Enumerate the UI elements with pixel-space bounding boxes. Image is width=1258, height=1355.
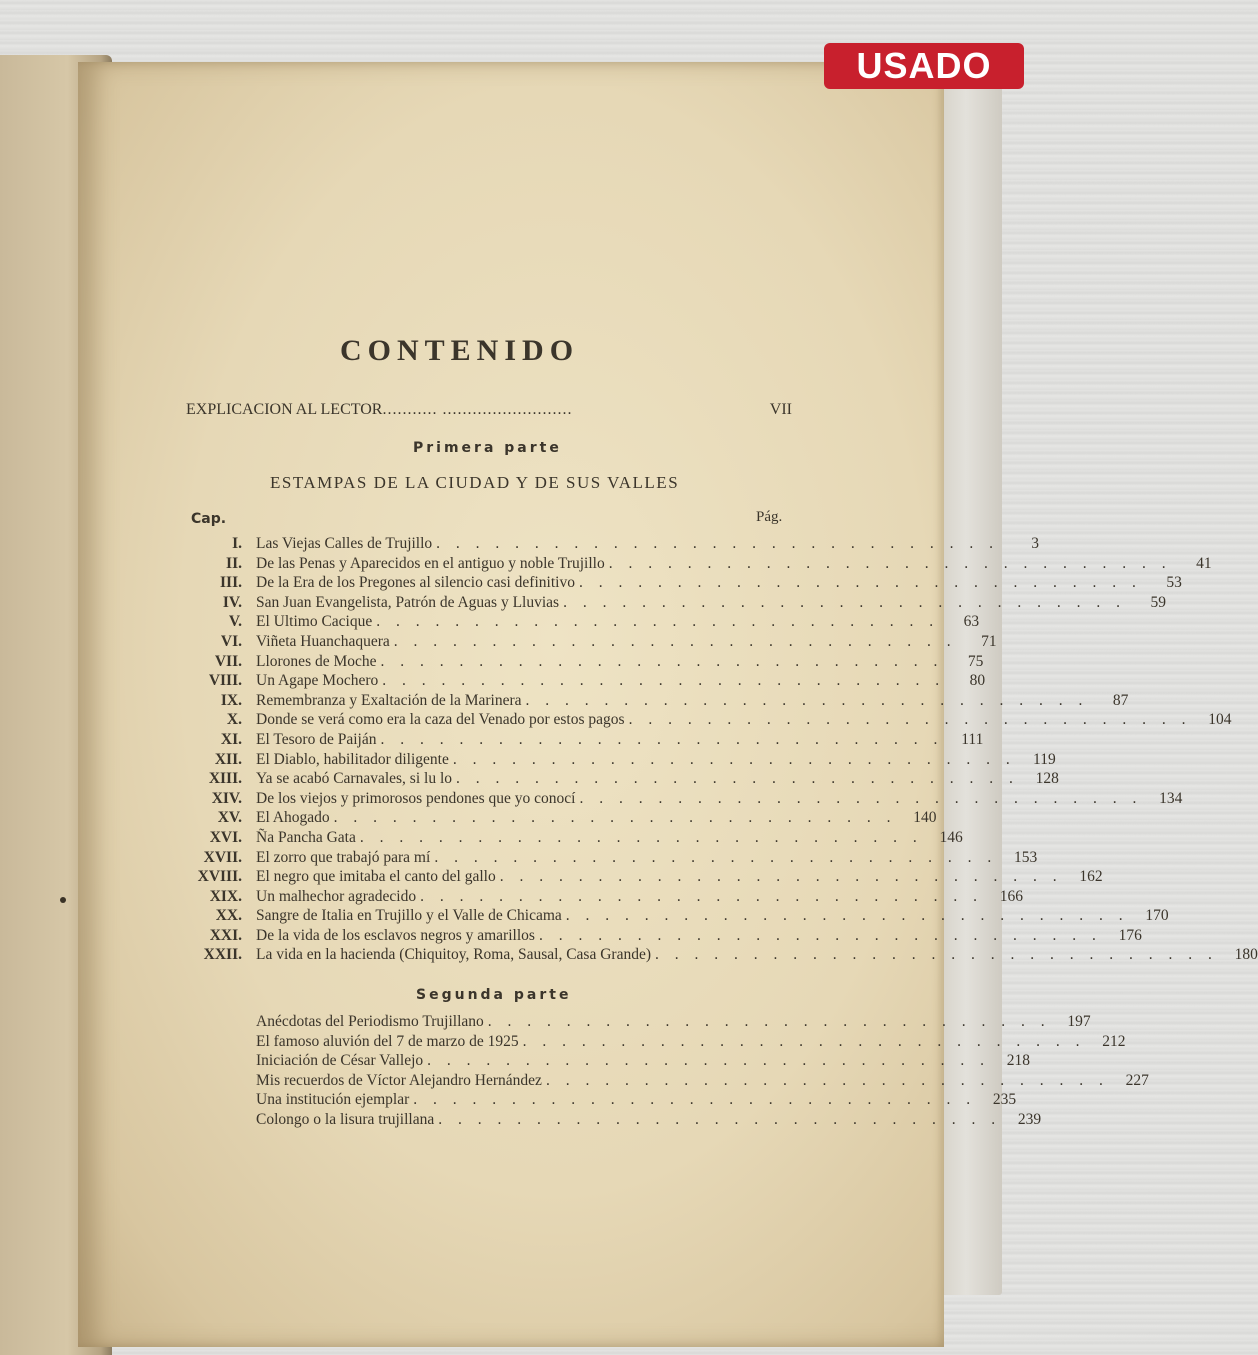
- pag-column-label: Pág.: [756, 509, 783, 525]
- toc-row: [190, 730, 984, 751]
- leader-dots: . . . . . . . . . . . . . . . . . . . . . . . . . . . . .: [420, 887, 983, 905]
- chapter-title: De la vida de los esclavos negros y amarillos: [256, 926, 535, 944]
- chapter-title: Ña Pancha Gata: [256, 828, 356, 846]
- chapter-title: San Juan Evangelista, Patrón de Aguas y Lluvias: [256, 593, 560, 611]
- toc-row: [190, 1013, 1091, 1033]
- toc-row: [190, 868, 1103, 888]
- chapter-title: El zorro que trabajó para mí: [256, 848, 431, 866]
- part-one-heading: Primera parte: [413, 440, 562, 456]
- toc-intro-label: EXPLICACION AL LECTOR: [186, 401, 383, 418]
- chapter-title: Iniciación de César Vallejo: [256, 1052, 424, 1070]
- toc-row: [190, 554, 1212, 575]
- chapter-title: Un malhechor agradecido: [256, 887, 417, 905]
- chapter-title: El Diablo, habilitador diligente: [256, 750, 449, 768]
- chapter-title: Colongo o la lisura trujillana: [256, 1110, 435, 1128]
- chapter-number: XVI.: [209, 828, 242, 846]
- leader-dots: . . . . . . . . . . . . . . . . . . . . . . . . . . . . .: [359, 828, 923, 846]
- leader-dots: . . . . . . . . . . . . . . . . . . . . . . . . . . . . .: [333, 809, 897, 827]
- binding-hole: [60, 897, 66, 903]
- chapter-title: La vida en la hacienda (Chiquitoy, Roma, Sausal, Casa Grande): [256, 946, 651, 964]
- toc-row: [190, 789, 1183, 810]
- leader-dots: . . . . . . . . . . . . . . . . . . . . . . . . . . . . .: [427, 1052, 991, 1070]
- chapter-page: 134: [1159, 789, 1183, 807]
- chapter-page: 197: [1067, 1013, 1091, 1030]
- toc-row: [190, 574, 1182, 594]
- chapter-number: XIX.: [209, 887, 242, 905]
- leader-dots: . . . . . . . . . . . . . . . . . . . . . . . . . . . . .: [376, 613, 940, 631]
- chapter-number: V.: [228, 613, 242, 631]
- leader-dots: . . . . . . . . . . . . . . . . . . . . . . . . . . . . .: [456, 770, 1019, 788]
- page-title: CONTENIDO: [340, 334, 580, 367]
- chapter-title: Donde se verá como era la caza del Venado por estos pagos: [256, 711, 625, 729]
- toc-intro-page: VII: [769, 401, 792, 418]
- chapter-number: XII.: [214, 750, 242, 768]
- chapter-number: XV.: [217, 809, 242, 827]
- toc-row: [190, 770, 1059, 790]
- chapter-page: 53: [1166, 574, 1182, 592]
- chapter-number: XI.: [220, 730, 242, 748]
- chapter-page: 153: [1013, 848, 1038, 866]
- leader-dots: . . . . . . . . . . . . . . . . . . . . . . . . . . . . .: [452, 750, 1016, 768]
- chapter-page: 166: [999, 887, 1023, 905]
- toc-row: [190, 1071, 1149, 1092]
- chapter-page: 180: [1234, 946, 1258, 964]
- chapter-page: 119: [1033, 750, 1056, 768]
- leader-dots: . . . . . . . . . . . . . . . . . . . . . . . . . . . . .: [487, 1013, 1051, 1030]
- chapter-number: VII.: [214, 652, 242, 670]
- toc-row: [190, 1091, 1017, 1111]
- part-two-list: [190, 1013, 1149, 1131]
- chapter-number: XVII.: [203, 848, 242, 866]
- toc-row: [190, 750, 1056, 771]
- chapter-page: 41: [1196, 554, 1212, 572]
- leader-dots: . . . . . . . . . . . . . . . . . . . . . . . . . . . . .: [382, 672, 946, 690]
- toc-intro-row: [186, 401, 792, 419]
- part-two-heading: Segunda parte: [416, 987, 572, 1003]
- chapter-page: 146: [939, 828, 963, 846]
- toc-row: [190, 691, 1129, 712]
- toc-row: [190, 946, 1258, 966]
- chapter-page: 3: [1031, 535, 1040, 552]
- leader-dots: . . . . . . . . . . . . . . . . . . . . . . . . . . . . .: [655, 946, 1218, 964]
- chapter-page: 140: [913, 809, 937, 827]
- chapter-title: El Ultimo Cacique: [256, 613, 373, 631]
- chapter-title: Anécdotas del Periodismo Trujillano: [256, 1013, 484, 1030]
- toc-row: [190, 1110, 1042, 1131]
- used-badge: USADO: [824, 43, 1024, 89]
- toc-row: [190, 632, 997, 653]
- chapter-title: Un Agape Mochero: [256, 672, 379, 690]
- leader-dots: . . . . . . . . . . . . . . . . . . . . . . . . . . . . .: [545, 1071, 1109, 1089]
- chapter-page: 162: [1079, 868, 1103, 886]
- toc-row: [190, 535, 1040, 555]
- chapter-title: De los viejos y primorosos pendones que yo conocí: [256, 789, 576, 807]
- leader-dots: . . . . . . . . . . . . . . . . . . . . . . . . . . . . .: [628, 711, 1192, 729]
- toc-row: [190, 711, 1232, 731]
- chapter-number: X.: [226, 711, 242, 729]
- chapter-number: XIII.: [208, 770, 242, 788]
- chapter-number: XX.: [215, 907, 242, 925]
- chapter-number: I.: [232, 535, 242, 552]
- chapter-page: 104: [1208, 711, 1232, 729]
- chapter-title: De las Penas y Aparecidos en el antiguo y noble Trujillo: [256, 554, 605, 572]
- section-title: ESTAMPAS DE LA CIUDAD Y DE SUS VALLES: [270, 473, 680, 492]
- leader-dots: . . . . . . . . . . . . . . . . . . . . . . . . . . . . .: [436, 535, 1000, 552]
- toc-intro-dots: ........... ..........................: [382, 401, 573, 418]
- leader-dots: . . . . . . . . . . . . . . . . . . . . . . . . . . . . .: [608, 554, 1172, 572]
- chapter-page: 128: [1035, 770, 1059, 788]
- chapter-page: 63: [963, 613, 980, 631]
- chapter-title: De la Era de los Pregones al silencio casi definitivo: [256, 574, 575, 592]
- chapter-number: VI.: [220, 632, 242, 650]
- toc-row: [190, 848, 1038, 869]
- chapter-page: 80: [969, 672, 986, 690]
- chapter-page: 170: [1145, 907, 1169, 925]
- chapter-title: Remembranza y Exaltación de la Marinera: [256, 691, 522, 709]
- chapter-page: 235: [992, 1091, 1017, 1109]
- chapter-number: XIV.: [211, 789, 242, 807]
- leader-dots: . . . . . . . . . . . . . . . . . . . . . . . . . . . . .: [393, 632, 957, 650]
- chapter-number: IV.: [222, 593, 242, 611]
- chapter-page: 87: [1112, 691, 1129, 709]
- toc-row: [190, 613, 980, 633]
- chapter-list: [190, 535, 1258, 966]
- chapter-page: 212: [1102, 1032, 1126, 1050]
- leader-dots: . . . . . . . . . . . . . . . . . . . . . . . . . . . . .: [380, 730, 944, 748]
- chapter-page: 218: [1006, 1052, 1031, 1070]
- toc-row: [190, 828, 963, 849]
- toc-row: [190, 1032, 1126, 1053]
- leader-dots: . . . . . . . . . . . . . . . . . . . . . . . . . . . . .: [565, 907, 1129, 925]
- chapter-page: 71: [981, 632, 997, 650]
- chapter-number: XVIII.: [197, 868, 242, 886]
- chapter-title: Sangre de Italia en Trujillo y el Valle de Chicama: [256, 907, 562, 925]
- chapter-title: Una institución ejemplar: [256, 1091, 410, 1109]
- chapter-page: 176: [1118, 926, 1142, 944]
- chapter-title: Viñeta Huanchaquera: [256, 632, 390, 650]
- leader-dots: . . . . . . . . . . . . . . . . . . . . . . . . . . . . .: [563, 593, 1126, 611]
- chapter-number: XXII.: [203, 946, 242, 964]
- toc-row: [190, 809, 937, 829]
- chapter-page: 59: [1150, 593, 1166, 611]
- cap-column-label: Cap.: [191, 511, 227, 527]
- toc-row: [190, 926, 1142, 947]
- chapter-title: El Ahogado: [256, 809, 330, 827]
- toc-row: [190, 887, 1023, 908]
- chapter-number: II.: [226, 554, 242, 572]
- leader-dots: . . . . . . . . . . . . . . . . . . . . . . . . . . . . .: [578, 574, 1142, 592]
- leader-dots: . . . . . . . . . . . . . . . . . . . . . . . . . . . . .: [380, 652, 944, 670]
- toc-row: [190, 652, 984, 673]
- toc-row: [190, 1052, 1031, 1072]
- chapter-number: XXI.: [209, 926, 242, 944]
- chapter-title: Las Viejas Calles de Trujillo: [256, 535, 433, 552]
- chapter-number: III.: [220, 574, 242, 592]
- chapter-title: El famoso aluvión del 7 de marzo de 1925: [256, 1032, 519, 1050]
- chapter-page: 227: [1125, 1071, 1149, 1089]
- leader-dots: . . . . . . . . . . . . . . . . . . . . . . . . . . . . .: [525, 691, 1089, 709]
- chapter-title: El negro que imitaba el canto del gallo: [256, 868, 496, 886]
- toc-row: [190, 672, 986, 692]
- chapter-page: 111: [961, 730, 984, 748]
- chapter-page: 75: [967, 652, 984, 670]
- chapter-title: Ya se acabó Carnavales, si lu lo: [256, 770, 453, 788]
- leader-dots: . . . . . . . . . . . . . . . . . . . . . . . . . . . . .: [413, 1091, 977, 1109]
- toc-row: [190, 907, 1169, 927]
- chapter-title: Mis recuerdos de Víctor Alejandro Hernández: [256, 1071, 542, 1089]
- leader-dots: . . . . . . . . . . . . . . . . . . . . . . . . . . . . .: [538, 926, 1102, 944]
- leader-dots: . . . . . . . . . . . . . . . . . . . . . . . . . . . . .: [522, 1032, 1086, 1050]
- chapter-page: 239: [1017, 1110, 1042, 1128]
- leader-dots: . . . . . . . . . . . . . . . . . . . . . . . . . . . . .: [499, 868, 1063, 886]
- toc-row: [190, 593, 1166, 614]
- leader-dots: . . . . . . . . . . . . . . . . . . . . . . . . . . . . .: [434, 848, 998, 866]
- leader-dots: . . . . . . . . . . . . . . . . . . . . . . . . . . . . .: [579, 789, 1143, 807]
- chapter-number: VIII.: [208, 672, 242, 690]
- leader-dots: . . . . . . . . . . . . . . . . . . . . . . . . . . . . .: [438, 1110, 1002, 1128]
- chapter-number: IX.: [220, 691, 242, 709]
- chapter-title: Llorones de Moche: [256, 652, 377, 670]
- chapter-title: El Tesoro de Paiján: [256, 730, 377, 748]
